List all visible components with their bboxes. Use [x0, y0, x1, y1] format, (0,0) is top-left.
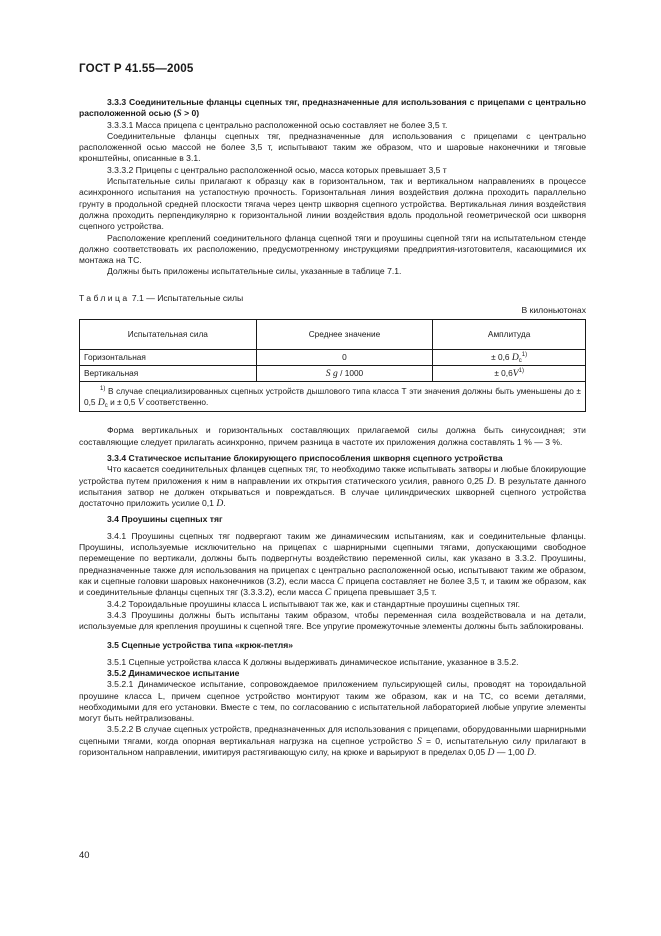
table-header-row: [80, 320, 586, 350]
paragraph: Форма вертикальных и горизонтальных составляющих прилагаемой силы должна быть синусоидная; эти составляющие следует прилагать асинхронно, причем разница в частоте их приложения должна составлять 1 % — 3 %.: [79, 425, 586, 447]
paragraph: Расположение креплений соединительного фланца сцепной тяги и проушины сцепной тяги на испытательном стенде должно соответствовать их расположению, предусмотренному инструкциями предприятия-изготовителя, касающимися их монтажа на ТС.: [79, 232, 586, 266]
paragraph: Соединительные фланцы сцепных тяг, предназначенные для использования с прицепами с центрально расположенной осью массой не более 3,5 т, испытывают таким же образом, что и шаровые наконечники и тяговые кронштейны, описанные в 3.1.: [79, 130, 586, 164]
paragraph: Испытательные силы прилагают к образцу как в горизонтальном, так и вертикальном направлениях в процессе асинхронного испытания на устапостную прочность. Горизонтальная линия воздействия должна проходить параллельно грунту в продольной средней плоскости тягача через центр шкворня сцепного устройства. Вертикальная линия воздействия должна проходить перпендикулярно к горизонтальной линии воздействия вдоль продольной геометрической оси шкворня сцепного устройства.: [79, 176, 586, 232]
table-cell: Вертикальная: [80, 366, 257, 382]
section-heading-3-5: 3.5 Сцепные устройства типа «крюк-петля»: [107, 640, 294, 651]
paragraph: 3.4.2 Тороидальные проушины класса L испытывают так же, как и стандартные проушины сцепных тяг.: [107, 598, 520, 609]
section-heading-3-5-2: 3.5.2 Динамическое испытание: [107, 667, 240, 678]
document-header: ГОСТ Р 41.55—2005: [79, 62, 194, 75]
table-cell: 0: [256, 350, 433, 366]
table-units: В килоньютонах: [521, 305, 586, 316]
column-header: Среднее значение: [256, 320, 433, 350]
table-cell: Горизонтальная: [80, 350, 257, 366]
page-number: 40: [79, 849, 90, 860]
section-heading-3-4: 3.4 Проушины сцепных тяг: [107, 514, 223, 525]
table-row: [80, 366, 586, 382]
paragraph: Должны быть приложены испытательные силы, указанные в таблице 7.1.: [107, 266, 402, 277]
section-heading-3-3-4: 3.3.4 Статическое испытание блокирующего приспособления шкворня сцепного устройства: [107, 452, 503, 463]
table-cell: ± 0,6 $D_c^{1)}$: [433, 350, 586, 366]
table-cell: S g / 1000: [256, 366, 433, 382]
section-heading-3-3-3: 3.3.3 Соединительные фланцы сцепных тяг, предназначенные для использования с прицепами с центрально расположенной осью (S > 0): [79, 97, 586, 120]
paragraph: 3.5.1 Сцепные устройства класса К должны выдерживать динамическое испытание, указанное в 3.5.2.: [107, 656, 519, 667]
column-header: Испытательная сила: [80, 320, 257, 350]
table-footnote-row: [80, 382, 586, 412]
paragraph: 3.5.2.1 Динамическое испытание, сопровождаемое приложением пульсирующей силы, проводят на тороидальной проушине класса L, причем сцепное устройство монтируют таким же образом, как и на ТС, со всеми деталями, необходимыми для его установки. Вместе с тем, по согласованию с испытательной лабораторией любые упругие элементы могут быть нейтрализованы.: [79, 679, 586, 724]
paragraph: 3.5.2.2 В случае сцепных устройств, предназначенных для использования с прицепами, оборудованными шарнирными сцепными тягами, когда опорная вертикальная нагрузка на сцепное устройство S = 0, испытательную силу прилагают в горизонтальном направлении, имитируя растягивающую силу, на крюке и варьируют в пределах 0,05 D — 1,00 D.: [79, 724, 586, 759]
table-row: [80, 350, 586, 366]
document-body: [79, 97, 586, 758]
test-forces-table: [79, 319, 586, 412]
paragraph: 3.4.1 Проушины сцепных тяг подвергают таким же динамическим испытаниям, как и соединительные фланцы. Проушины, используемые исключительно на прицепах с шарнирными сцепными тягами, допускающими свободное перемещение по вертикали, должны быть подвергнуты воздействию переменной силы, как указано в 3.3.2. Проушины, предназначенные также для использования на прицепах с центрально расположенной осью, испытывают таким же образом, как и сцепные головки шаровых наконечников (3.2), если масса C прицепа составляет не более 3,5 т, и таким же образом, как и соединительные фланцы сцепных тяг (3.3.3.2), если масса C прицепа превышает 3,5 т.: [79, 530, 586, 599]
table-cell: ± $0,6V^{1)}$: [433, 366, 586, 382]
paragraph: 3.3.3.2 Прицепы с центрально расположенной осью, масса которых превышает 3,5 т: [107, 164, 447, 175]
paragraph: 3.4.3 Проушины должны быть испытаны таким образом, чтобы переменная сила воздействовала и на детали, используемые для крепления проушины к сцепной тяге. Все упругие промежуточные элементы должны быть заблокированы.: [79, 609, 586, 632]
paragraph: 3.3.3.1 Масса прицепа с центрально расположенной осью составляет не более 3,5 т.: [107, 119, 448, 130]
column-header: Амплитуда: [433, 320, 586, 350]
table-caption: Таблица 7.1 — Испытательные силы: [79, 292, 244, 303]
paragraph: Что касается соединительных фланцев сцепных тяг, то необходимо также испытывать затворы и любые блокирующие устройства путем приложения к ним в направлении их открытия статического усилия, равного 0,25 D. В результате данного испытания затвор не должен открываться и повреждаться. В случае цилиндрических шкворней сцепного устройства достаточно приложить усилие 0,1 D.: [79, 464, 587, 510]
table-footnote: $^{1)}$ В случае специализированных сцепных устройств дышлового типа класса Т эти значения должны быть уменьшены до ± 0,5 $D_c$ и ± 0,5 V соответственно.: [80, 382, 586, 412]
